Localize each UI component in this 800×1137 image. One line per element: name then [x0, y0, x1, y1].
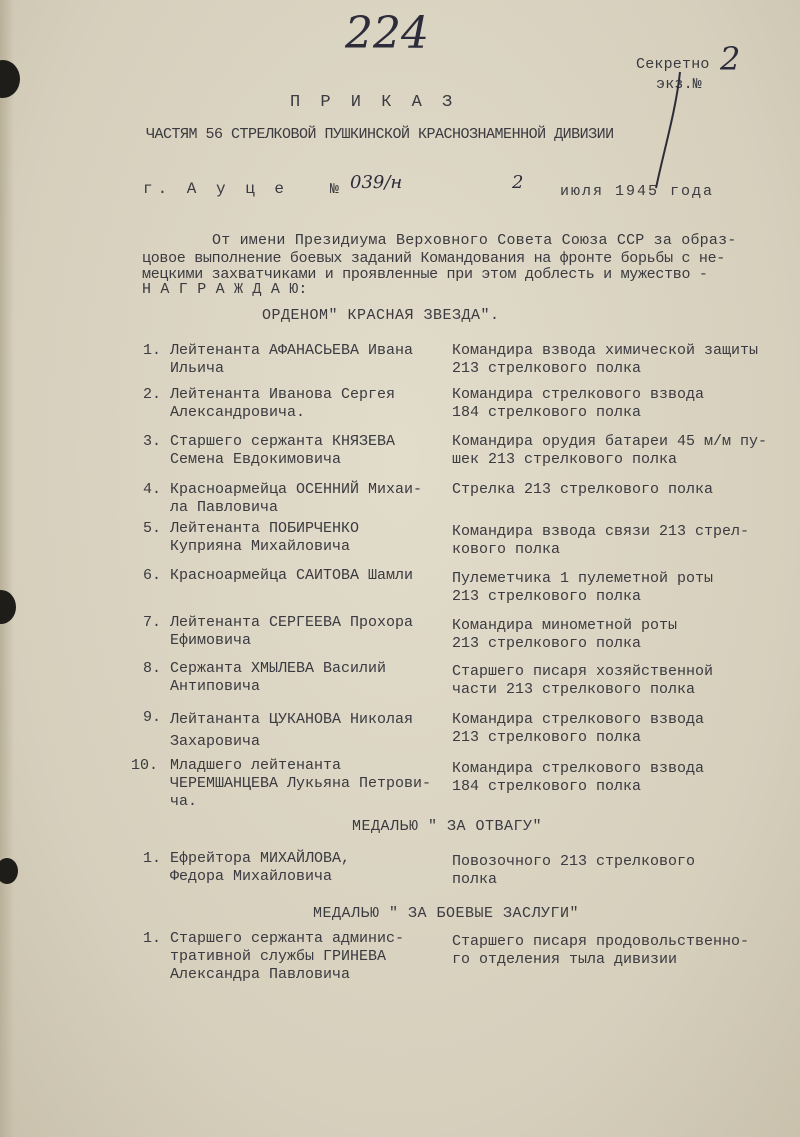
secrecy-label: Секретно: [636, 56, 710, 73]
entry-position: Стрелка 213 стрелкового полка: [452, 481, 714, 498]
entry-name: Лейтенанта ПОБИРЧЕНКО Куприяна Михайловича: [170, 520, 360, 555]
entry-number: 5.: [143, 520, 162, 537]
entry-position: Командира взвода связи 213 стрел- кового полка: [452, 523, 750, 558]
entry-position: Пулеметчика 1 пулеметной роты 213 стрелкового полка: [452, 570, 714, 605]
handwritten-stroke: [650, 70, 690, 190]
date-rest: июля 1945 года: [560, 183, 715, 200]
document-title: П Р И К А З: [290, 93, 458, 112]
entry-name: Младшего лейтенанта ЧЕРЕМШАНЦЕВА Лукьяна Петрови- ча.: [170, 757, 432, 810]
preamble-line-1: От имени Президиума Верховного Совета Союза ССР за образ-: [212, 232, 737, 249]
entry-number: 4.: [143, 481, 162, 498]
entry-number: 6.: [143, 567, 162, 584]
entry-name: Сержанта ХМЫЛЕВА Василий Антиповича: [170, 660, 387, 695]
section-heading: МЕДАЛЬЮ " ЗА БОЕВЫЕ ЗАСЛУГИ": [313, 905, 580, 922]
entry-number: 1.: [143, 850, 162, 867]
date-day: 2: [512, 172, 524, 193]
entry-name: Старшего сержанта КНЯЗЕВА Семена Евдокимовича: [170, 433, 396, 468]
section-heading: ОРДЕНОМ" КРАСНАЯ ЗВЕЗДА".: [262, 307, 500, 324]
entry-position: Повозочного 213 стрелкового полка: [452, 853, 696, 888]
entry-position: Старшего писаря хозяйственной части 213 стрелкового полка: [452, 663, 714, 698]
page-edge-shadow: [0, 0, 14, 1137]
entry-name: Лейтенанта Иванова Сергея Александровича.: [170, 386, 396, 421]
order-number: 039/н: [350, 172, 403, 193]
entry-number: 8.: [143, 660, 162, 677]
archive-number: 224: [345, 8, 429, 59]
entry-number: 10.: [131, 757, 159, 774]
copy-number: 2: [720, 40, 741, 78]
entry-position: Командира минометной роты 213 стрелкового полка: [452, 617, 678, 652]
preamble-line-3: мецкими захватчиками и проявленные при этом доблесть и мужество -: [142, 266, 708, 283]
place: г. А у ц е: [143, 180, 290, 198]
award-verb: Н А Г Р А Ж Д А Ю:: [142, 281, 308, 298]
entry-name: Красноармейца ОСЕННИЙ Михаи- ла Павловича: [170, 481, 423, 516]
entry-position: Командира стрелкового взвода 184 стрелкового полка: [452, 386, 705, 421]
entry-name: Лейтенанта СЕРГЕЕВА Прохора Ефимовича: [170, 614, 414, 649]
entry-position: Командира взвода химической защиты 213 стрелкового полка: [452, 342, 759, 377]
order-number-label: №: [330, 181, 340, 198]
entry-number: 3.: [143, 433, 162, 450]
entry-name: Красноармейца САИТОВА Шамли: [170, 567, 414, 584]
entry-name: Лейтананта ЦУКАНОВА Николая Захаровича: [170, 711, 414, 750]
entry-name: Старшего сержанта админис- тративной службы ГРИНЕВА Александра Павловича: [170, 930, 405, 983]
entry-position: Командира орудия батареи 45 м/м пу- шек 213 стрелкового полка: [452, 433, 768, 468]
entry-name: Ефрейтора МИХАЙЛОВА, Федора Михайловича: [170, 850, 351, 885]
entry-number: 1.: [143, 342, 162, 359]
entry-number: 9.: [143, 709, 162, 726]
section-heading: МЕДАЛЬЮ " ЗА ОТВАГУ": [352, 818, 543, 835]
entry-number: 1.: [143, 930, 162, 947]
binding-hole: [0, 858, 18, 884]
entry-position: Командира стрелкового взвода 184 стрелкового полка: [452, 760, 705, 795]
entry-position: Командира стрелкового взвода 213 стрелкового полка: [452, 711, 705, 746]
entry-number: 7.: [143, 614, 162, 631]
document-subtitle: ЧАСТЯМ 56 СТРЕЛКОВОЙ ПУШКИНСКОЙ КРАСНОЗНАМЕННОЙ ДИВИЗИИ: [146, 126, 614, 143]
entry-position: Старшего писаря продовольственно- го отделения тыла дивизии: [452, 933, 750, 968]
preamble-line-2: цовое выполнение боевых заданий Командования на фронте борьбы с не-: [142, 250, 725, 267]
binding-hole: [0, 60, 20, 98]
entry-name: Лейтенанта АФАНАСЬЕВА Ивана Ильича: [170, 342, 414, 377]
entry-number: 2.: [143, 386, 162, 403]
copy-label: экз.№: [656, 76, 703, 93]
